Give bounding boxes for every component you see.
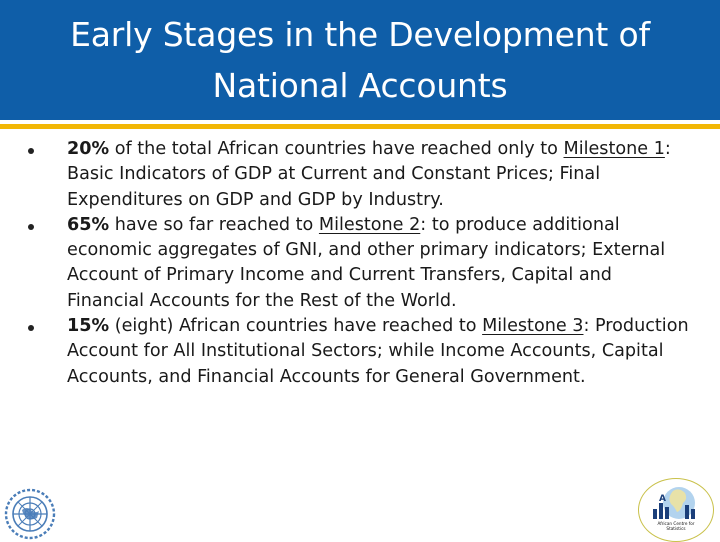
bullet-text-before: of the total African countries have reached only to	[109, 139, 564, 159]
svg-text:A: A	[659, 494, 666, 504]
un-emblem-icon	[2, 484, 58, 540]
slide-title: Early Stages in the Development of National Accounts	[70, 15, 650, 105]
acs-logo-graphic	[639, 479, 713, 541]
milestone-label: Milestone 2	[318, 214, 421, 235]
bullet-percent: 15%	[67, 316, 110, 337]
bullet-item-1	[0, 137, 720, 213]
bullet-text-before: (eight) African countries have reached to	[109, 316, 483, 337]
bullet-item-3	[0, 314, 720, 390]
bullet-percent: 65%	[67, 214, 110, 235]
bullet-item-2	[0, 213, 720, 314]
bullet-text-after: : to produce additional economic aggregates of GNI, and other primary indicators; External Account of Primary Income and Current Transfers, Capital and Financial Accounts for the Rest of the World.	[67, 214, 666, 311]
milestone-label: Milestone 1	[563, 139, 665, 159]
title-bar	[0, 0, 720, 120]
bullet-text-before: have so far reached to	[109, 214, 319, 235]
bullet-dot	[28, 325, 34, 331]
bullet-text-after: : Basic Indicators of GDP at Current and Constant Prices; Final Expenditures on GDP and GDP by Industry.	[67, 139, 671, 210]
bullet-list	[0, 137, 720, 390]
title-divider-gold	[0, 124, 720, 129]
milestone-label: Milestone 3	[482, 316, 584, 337]
acs-logo-caption: African Centre for Statistics	[657, 521, 695, 531]
bullet-percent: 20%	[67, 139, 110, 159]
acs-logo-icon	[638, 478, 714, 542]
bullet-text-after: : Production Account for All Institutional Sectors; while Income Accounts, Capital Accounts, and Financial Accounts for General Government.	[67, 316, 689, 387]
bullet-dot	[28, 224, 34, 230]
bullet-dot	[28, 148, 34, 154]
